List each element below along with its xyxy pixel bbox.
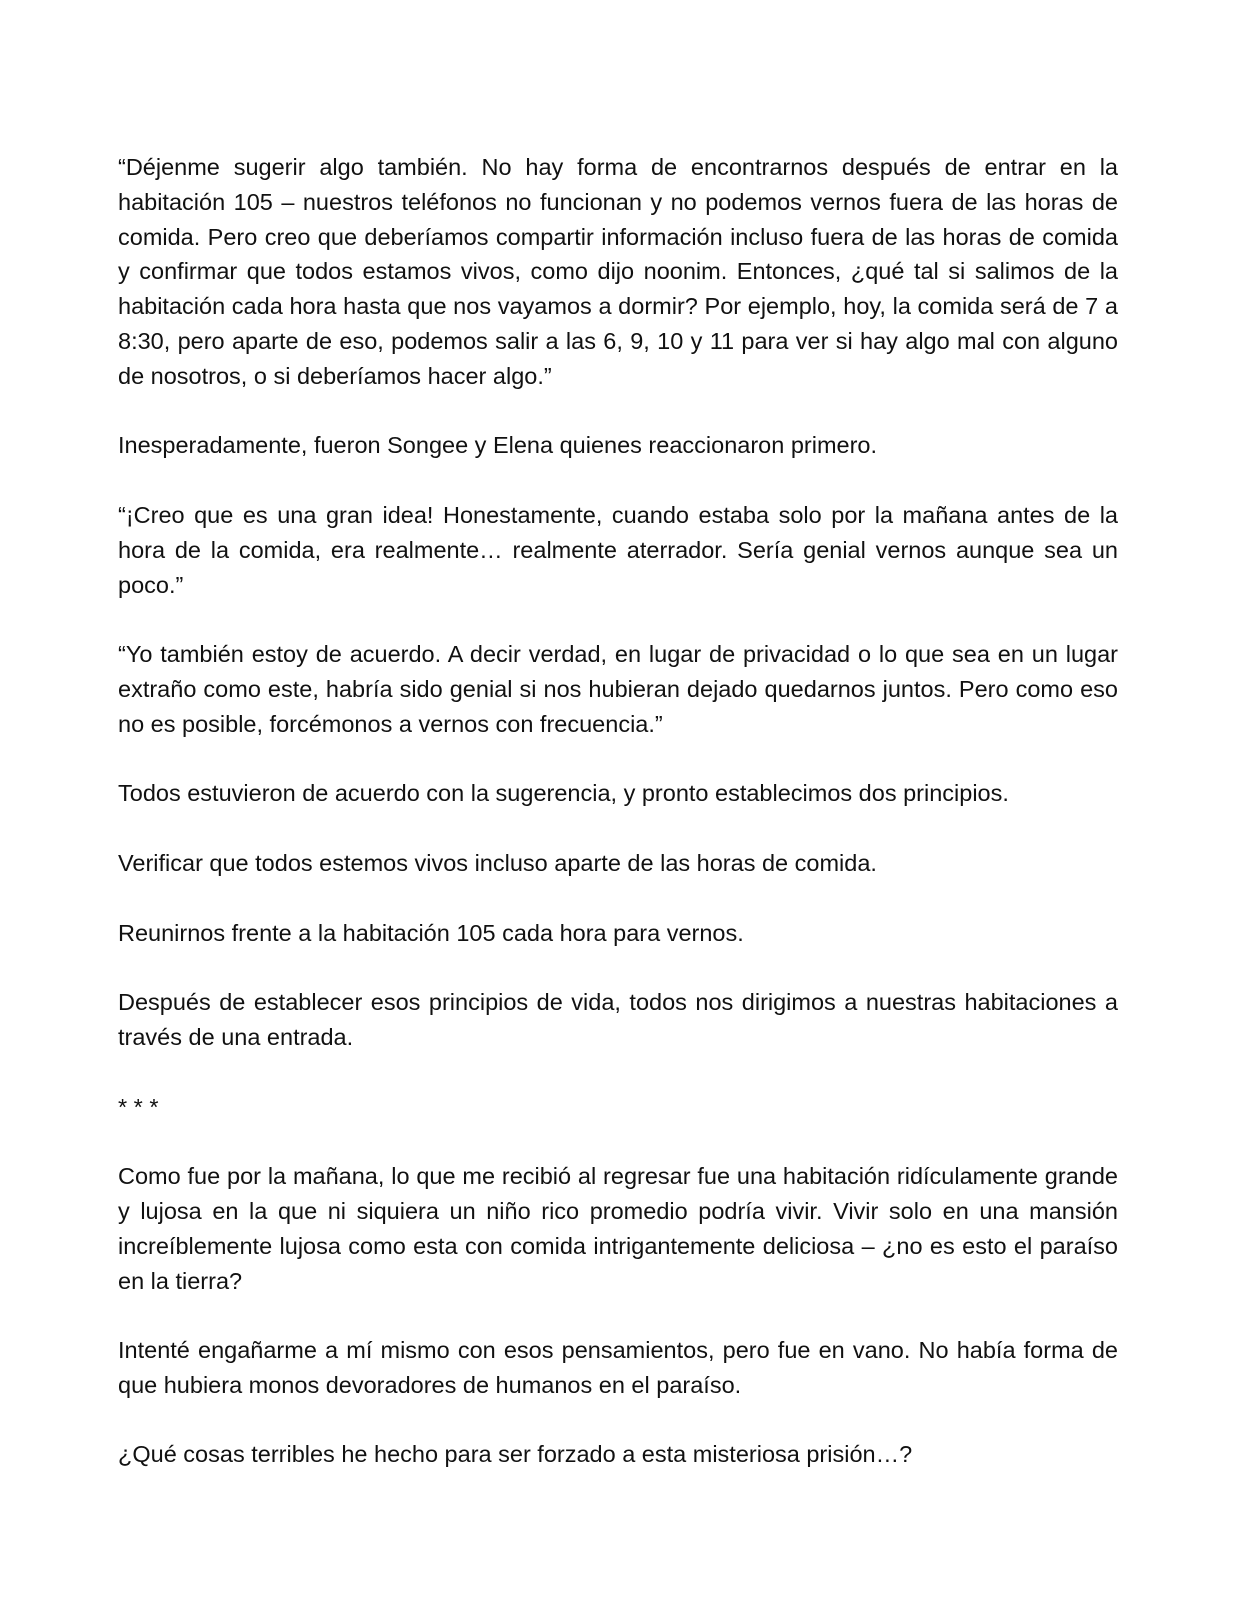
paragraph-agreement: Todos estuvieron de acuerdo con la sugerencia, y pronto establecimos dos principios. [118, 780, 1009, 807]
paragraph-principle-2: Reunirnos frente a la habitación 105 cada hora para vernos. [118, 919, 744, 946]
paragraph-return: Después de establecer esos principios de vida, todos nos dirigimos a nuestras habitaciones a través de una entrada. [118, 989, 1118, 1050]
paragraph-deception: Intenté engañarme a mí mismo con esos pensamientos, pero fue en vano. No había forma de que hubiera monos devoradores de humanos en el paraíso. [118, 1337, 1118, 1398]
paragraph-question: ¿Qué cosas terribles he hecho para ser forzado a esta misteriosa prisión…? [118, 1441, 913, 1468]
section-break: * * * [118, 1093, 159, 1120]
paragraph-suggestion: “Déjenme sugerir algo también. No hay forma de encontrarnos después de entrar en la habitación 105 – nuestros teléfonos no funcionan y no podemos vernos fuera de las horas de comida. Pero creo que deberíamos compartir información incluso fuera de las horas de comida y confirmar que todos estamos vivos, como dijo noonim. Entonces, ¿qué tal si salimos de la habitación cada hora hasta que nos vayamos a dormir? Por ejemplo, hoy, la comida será de 7 a 8:30, pero aparte de eso, podemos salir a las 6, 9, 10 y 11 para ver si hay algo mal con alguno de nosotros, o si deberíamos hacer algo.” [118, 154, 1118, 389]
paragraph-elena: “Yo también estoy de acuerdo. A decir verdad, en lugar de privacidad o lo que sea en un lugar extraño como este, habría sido genial si nos hubieran dejado quedarnos juntos. Pero como eso no es posible, forcémonos a vernos con frecuencia.” [118, 641, 1118, 737]
paragraph-principle-1: Verificar que todos estemos vivos incluso aparte de las horas de comida. [118, 849, 877, 876]
paragraph-reaction: Inesperadamente, fueron Songee y Elena quienes reaccionaron primero. [118, 432, 878, 459]
paragraph-room: Como fue por la mañana, lo que me recibió al regresar fue una habitación ridículamente grande y lujosa en la que ni siquiera un niño rico promedio podría vivir. Vivir solo en una mansión increíblemente lujosa como esta con comida intrigantemente deliciosa – ¿no es esto el paraíso en la tierra? [118, 1163, 1118, 1294]
document-page [118, 150, 1118, 1507]
paragraph-songee: “¡Creo que es una gran idea! Honestamente, cuando estaba solo por la mañana antes de la hora de la comida, era realmente… realmente aterrador. Sería genial vernos aunque sea un poco.” [118, 501, 1118, 598]
